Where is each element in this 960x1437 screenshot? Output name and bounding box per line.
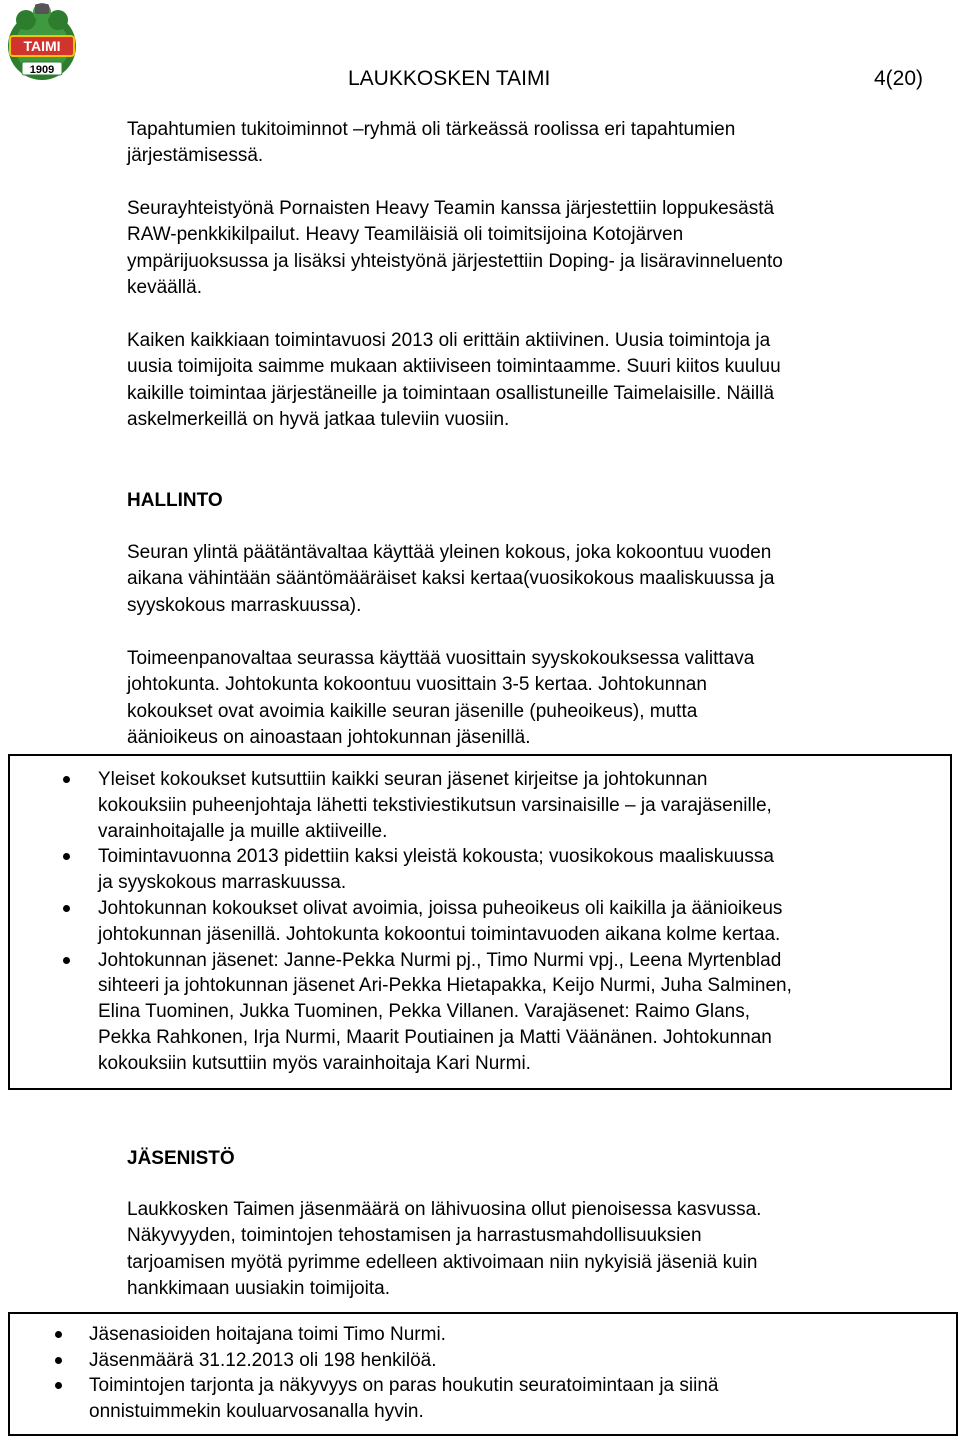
intro-paragraph-3: Kaiken kaikkiaan toimintavuosi 2013 oli erittäin aktiivinen. Uusia toimintoja ja uusia toimijoita saimme mukaan aktiiviseen toimintaamme. Suuri kiitos kuuluu kaikille toimintaa järjestäneille ja toimintaan osallistuneille Taimelaisille. Näillä askelmerkeillä on hyvä jatkaa tuleviin vuosiin. <box>127 330 781 430</box>
section-heading-jasenisto: JÄSENISTÖ <box>127 1148 235 1169</box>
section-heading-hallinto: HALLINTO <box>127 490 223 511</box>
document-title: LAUKKOSKEN TAIMI <box>348 67 551 90</box>
jasenisto-paragraph: Laukkosken Taimen jäsenmäärä on lähivuosina ollut pienoisessa kasvussa. Näkyvyyden, toimintojen tehostamisen ja harrastusmahdollisuuksien tarjoamisen myötä pyrimme edelleen aktivoimaan niin nykyisiä jäseniä kuin hankkimaan uusiakin toimijoita. <box>127 1199 762 1299</box>
hallinto-paragraph-2: Toimeenpanovaltaa seurassa käyttää vuosittain syyskokouksessa valittava johtokunta. Johtokunta kokoontuu vuosittain 3-5 kertaa. Johtokunnan kokoukset ovat avoimia kaikille seuran jäsenille (puheoikeus), mutta äänioikeus on ainoastaan johtokunnan jäsenillä. <box>127 648 755 748</box>
list-item: Toimintavuonna 2013 pidettiin kaksi yleistä kokousta; vuosikokous maaliskuussa ja syyskokous marraskuussa. <box>98 844 950 896</box>
list-item: Johtokunnan kokoukset olivat avoimia, joissa puheoikeus oli kaikilla ja äänioikeus johtokunnan jäsenillä. Johtokunta kokoontui toimintavuoden aikana kolme kertaa. <box>98 896 950 948</box>
page-number: 4(20) <box>873 67 923 90</box>
list-item: Jäsenasioiden hoitajana toimi Timo Nurmi. <box>89 1322 956 1348</box>
jasenisto-bullet-box <box>8 1312 958 1436</box>
club-logo <box>2 2 82 84</box>
list-item: Yleiset kokoukset kutsuttiin kaikki seuran jäsenet kirjeitse ja johtokunnan kokouksiin puheenjohtaja lähetti tekstiviestikutsun varsinaisille – ja varajäsenille, varainhoitajalle ja muille aktiiveille. <box>98 767 950 844</box>
list-item: Jäsenmäärä 31.12.2013 oli 198 henkilöä. <box>89 1348 956 1374</box>
svg-text:TAIMI: TAIMI <box>23 38 61 54</box>
list-item: Toimintojen tarjonta ja näkyvyys on paras houkutin seuratoimintaan ja siinä onnistuimmekin kouluarvosanalla hyvin. <box>89 1373 956 1424</box>
hallinto-paragraph-1: Seuran ylintä päätäntävaltaa käyttää yleinen kokous, joka kokoontuu vuoden aikana vähintään sääntömääräiset kaksi kertaa(vuosikokous maaliskuussa ja syyskokous marraskuussa). <box>127 542 775 616</box>
svg-text:1909: 1909 <box>29 64 55 76</box>
intro-paragraph-1: Tapahtumien tukitoiminnot –ryhmä oli tärkeässä roolissa eri tapahtumien järjestämisessä. <box>127 119 736 167</box>
intro-paragraph-2: Seurayhteistyönä Pornaisten Heavy Teamin kanssa järjestettiin loppukesästä RAW-penkkikilpailut. Heavy Teamiläisiä oli toimitsijoina Kotojärven ympärijuoksussa ja lisäksi yhteistyönä järjestettiin Doping- ja lisäravinneluento keväällä. <box>127 198 783 298</box>
list-item: Johtokunnan jäsenet: Janne-Pekka Nurmi pj., Timo Nurmi vpj., Leena Myrtenblad sihteeri ja johtokunnan jäsenet Ari-Pekka Hietapakka, Keijo Nurmi, Juha Salminen, Elina Tuominen, Jukka Tuominen, Pekka Villanen. Varajäsenet: Raimo Glans, Pekka Rahkonen, Irja Nurmi, Maarit Poutiainen ja Matti Väänänen. Johtokunnan kokouksiin kutsuttiin myös varainhoitaja Kari Nurmi. <box>98 948 950 1077</box>
hallinto-bullet-box <box>8 754 952 1090</box>
